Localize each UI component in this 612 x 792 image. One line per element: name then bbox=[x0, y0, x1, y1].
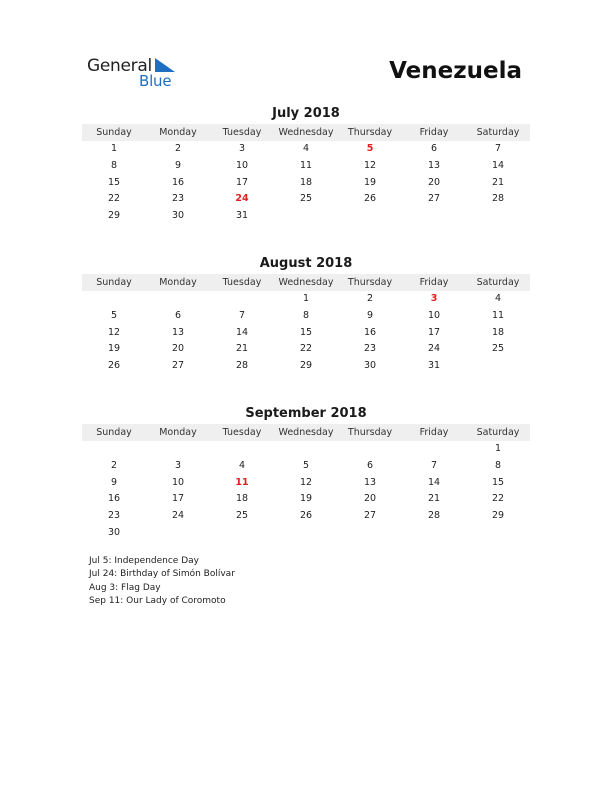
day-cell: 10 bbox=[171, 476, 185, 488]
day-cell bbox=[82, 441, 146, 458]
day-cell: 1 bbox=[110, 143, 118, 154]
weekday-label: Thursday bbox=[347, 277, 393, 288]
day-cell: 3 bbox=[174, 459, 182, 471]
week-row bbox=[82, 508, 530, 525]
day-cell: 3 bbox=[238, 143, 246, 154]
day-cell: 17 bbox=[427, 326, 441, 338]
day-cell: 26 bbox=[107, 360, 121, 372]
holiday-day-cell: 24 bbox=[235, 193, 249, 205]
day-cell: 16 bbox=[107, 493, 121, 505]
day-cell: 5 bbox=[110, 309, 118, 321]
day-cell: 13 bbox=[363, 476, 377, 488]
month-july bbox=[82, 104, 530, 225]
day-cell: 6 bbox=[430, 143, 438, 154]
weekday-label: Monday bbox=[159, 277, 197, 288]
day-cell: 2 bbox=[366, 293, 374, 304]
day-cell bbox=[466, 525, 530, 542]
day-cell: 18 bbox=[491, 326, 505, 338]
weekday-header bbox=[82, 274, 530, 291]
week-row bbox=[82, 475, 530, 492]
week-row bbox=[82, 325, 530, 342]
day-cell: 10 bbox=[427, 309, 441, 321]
day-cell bbox=[210, 291, 274, 308]
day-cell: 22 bbox=[107, 193, 121, 205]
day-cell: 10 bbox=[235, 159, 249, 171]
day-cell bbox=[402, 525, 466, 542]
day-cell: 25 bbox=[299, 193, 313, 205]
day-cell: 20 bbox=[427, 176, 441, 188]
holiday-day-cell: 3 bbox=[430, 293, 438, 304]
day-cell: 20 bbox=[171, 343, 185, 355]
day-cell: 28 bbox=[491, 193, 505, 205]
day-cell bbox=[146, 525, 210, 542]
week-row bbox=[82, 208, 530, 225]
day-cell: 8 bbox=[494, 459, 502, 471]
weekday-label: Tuesday bbox=[222, 427, 262, 438]
country-title: Venezuela bbox=[389, 58, 522, 84]
day-cell: 19 bbox=[299, 493, 313, 505]
week-row bbox=[82, 191, 530, 208]
day-cell: 9 bbox=[366, 309, 374, 321]
holiday-list bbox=[89, 555, 235, 608]
month-title: August 2018 bbox=[259, 256, 353, 271]
day-cell: 21 bbox=[491, 176, 505, 188]
day-cell: 12 bbox=[363, 159, 377, 171]
day-cell: 27 bbox=[427, 193, 441, 205]
day-cell: 25 bbox=[235, 510, 249, 522]
day-cell: 30 bbox=[107, 526, 121, 538]
day-cell: 4 bbox=[238, 459, 246, 471]
month-title: September 2018 bbox=[245, 406, 367, 421]
week-row bbox=[82, 291, 530, 308]
month-august bbox=[82, 254, 530, 375]
day-cell: 23 bbox=[363, 343, 377, 355]
day-cell: 15 bbox=[107, 176, 121, 188]
day-cell: 31 bbox=[235, 210, 249, 222]
weekday-label: Saturday bbox=[476, 427, 520, 438]
day-cell: 22 bbox=[299, 343, 313, 355]
weekday-label: Wednesday bbox=[278, 277, 334, 288]
day-cell: 17 bbox=[235, 176, 249, 188]
logo-flag-icon bbox=[155, 58, 175, 72]
day-cell: 15 bbox=[299, 326, 313, 338]
day-cell: 22 bbox=[491, 493, 505, 505]
day-cell: 18 bbox=[235, 493, 249, 505]
day-cell bbox=[338, 208, 402, 225]
weekday-label: Wednesday bbox=[278, 427, 334, 438]
weekday-label: Saturday bbox=[476, 277, 520, 288]
day-cell: 26 bbox=[299, 510, 313, 522]
month-title: July 2018 bbox=[272, 106, 340, 121]
day-cell bbox=[146, 441, 210, 458]
day-cell bbox=[274, 441, 338, 458]
day-cell: 6 bbox=[366, 459, 374, 471]
holiday-entry: Aug 3: Flag Day bbox=[89, 582, 161, 593]
day-cell: 11 bbox=[299, 159, 313, 171]
day-cell: 27 bbox=[363, 510, 377, 522]
weekday-label: Saturday bbox=[476, 127, 520, 138]
day-cell bbox=[402, 208, 466, 225]
day-cell: 24 bbox=[171, 510, 185, 522]
day-cell: 21 bbox=[235, 343, 249, 355]
day-cell bbox=[466, 208, 530, 225]
day-cell: 9 bbox=[174, 159, 182, 171]
week-row bbox=[82, 441, 530, 458]
day-cell: 7 bbox=[430, 459, 438, 471]
weekday-label: Friday bbox=[419, 277, 449, 288]
day-cell bbox=[210, 441, 274, 458]
day-cell: 8 bbox=[110, 159, 118, 171]
weekday-label: Sunday bbox=[96, 127, 132, 138]
day-cell bbox=[82, 291, 146, 308]
week-row bbox=[82, 491, 530, 508]
day-cell: 29 bbox=[491, 510, 505, 522]
day-cell: 18 bbox=[299, 176, 313, 188]
day-cell: 23 bbox=[171, 193, 185, 205]
day-cell: 12 bbox=[107, 326, 121, 338]
weekday-label: Friday bbox=[419, 427, 449, 438]
month-september bbox=[82, 404, 530, 542]
day-cell: 8 bbox=[302, 309, 310, 321]
day-cell: 9 bbox=[110, 476, 118, 488]
day-cell: 13 bbox=[171, 326, 185, 338]
week-row bbox=[82, 158, 530, 175]
holiday-entry: Jul 5: Independence Day bbox=[89, 556, 199, 566]
day-cell: 27 bbox=[171, 360, 185, 372]
day-cell: 26 bbox=[363, 193, 377, 205]
holiday-entry: Sep 11: Our Lady of Coromoto bbox=[89, 595, 226, 606]
week-row bbox=[82, 308, 530, 325]
weekday-label: Monday bbox=[159, 427, 197, 438]
logo-text-blue: Blue bbox=[139, 72, 172, 90]
weekday-header bbox=[82, 424, 530, 441]
day-cell: 7 bbox=[494, 143, 502, 154]
day-cell: 4 bbox=[494, 293, 502, 304]
day-cell: 30 bbox=[171, 210, 185, 222]
weekday-label: Sunday bbox=[96, 427, 132, 438]
day-cell: 5 bbox=[302, 459, 310, 471]
day-cell bbox=[402, 441, 466, 458]
day-cell: 14 bbox=[427, 476, 441, 488]
day-cell bbox=[466, 358, 530, 375]
day-cell: 14 bbox=[235, 326, 249, 338]
week-row bbox=[82, 458, 530, 475]
holiday-day-cell: 5 bbox=[366, 143, 374, 154]
holiday-day-cell: 11 bbox=[235, 476, 249, 488]
day-cell: 1 bbox=[302, 293, 310, 304]
weekday-label: Tuesday bbox=[222, 127, 262, 138]
day-cell: 20 bbox=[363, 493, 377, 505]
day-cell bbox=[210, 525, 274, 542]
day-cell: 15 bbox=[491, 476, 505, 488]
week-row bbox=[82, 358, 530, 375]
weekday-label: Sunday bbox=[96, 277, 132, 288]
week-row bbox=[82, 175, 530, 192]
day-cell: 29 bbox=[299, 360, 313, 372]
day-cell: 30 bbox=[363, 360, 377, 372]
day-cell: 19 bbox=[363, 176, 377, 188]
day-cell: 28 bbox=[235, 360, 249, 372]
holiday-entry: Jul 24: Birthday of Simón Bolívar bbox=[89, 569, 235, 580]
day-cell: 29 bbox=[107, 210, 121, 222]
weekday-label: Friday bbox=[419, 127, 449, 138]
day-cell bbox=[146, 291, 210, 308]
day-cell bbox=[338, 441, 402, 458]
day-cell: 12 bbox=[299, 476, 313, 488]
weekday-label: Monday bbox=[159, 127, 197, 138]
day-cell: 14 bbox=[491, 159, 505, 171]
weekday-label: Thursday bbox=[347, 427, 393, 438]
weekday-label: Wednesday bbox=[278, 127, 334, 138]
logo-text-general: General bbox=[87, 56, 152, 76]
day-cell bbox=[338, 525, 402, 542]
week-row bbox=[82, 341, 530, 358]
day-cell: 1 bbox=[494, 443, 502, 454]
weekday-label: Thursday bbox=[347, 127, 393, 138]
day-cell: 17 bbox=[171, 493, 185, 505]
day-cell: 19 bbox=[107, 343, 121, 355]
day-cell: 24 bbox=[427, 343, 441, 355]
weekday-header bbox=[82, 124, 530, 141]
week-row bbox=[82, 525, 530, 542]
day-cell: 11 bbox=[491, 309, 505, 321]
week-row bbox=[82, 141, 530, 158]
day-cell: 28 bbox=[427, 510, 441, 522]
day-cell: 2 bbox=[174, 143, 182, 154]
day-cell bbox=[274, 208, 338, 225]
day-cell: 16 bbox=[363, 326, 377, 338]
day-cell: 2 bbox=[110, 459, 118, 471]
day-cell: 25 bbox=[491, 343, 505, 355]
weekday-label: Tuesday bbox=[222, 277, 262, 288]
day-cell: 21 bbox=[427, 493, 441, 505]
day-cell: 13 bbox=[427, 159, 441, 171]
day-cell: 23 bbox=[107, 510, 121, 522]
day-cell: 4 bbox=[302, 143, 310, 154]
day-cell bbox=[274, 525, 338, 542]
day-cell: 6 bbox=[174, 309, 182, 321]
day-cell: 16 bbox=[171, 176, 185, 188]
day-cell: 7 bbox=[238, 309, 246, 321]
day-cell: 31 bbox=[427, 360, 441, 372]
generalblue-logo bbox=[87, 56, 187, 92]
